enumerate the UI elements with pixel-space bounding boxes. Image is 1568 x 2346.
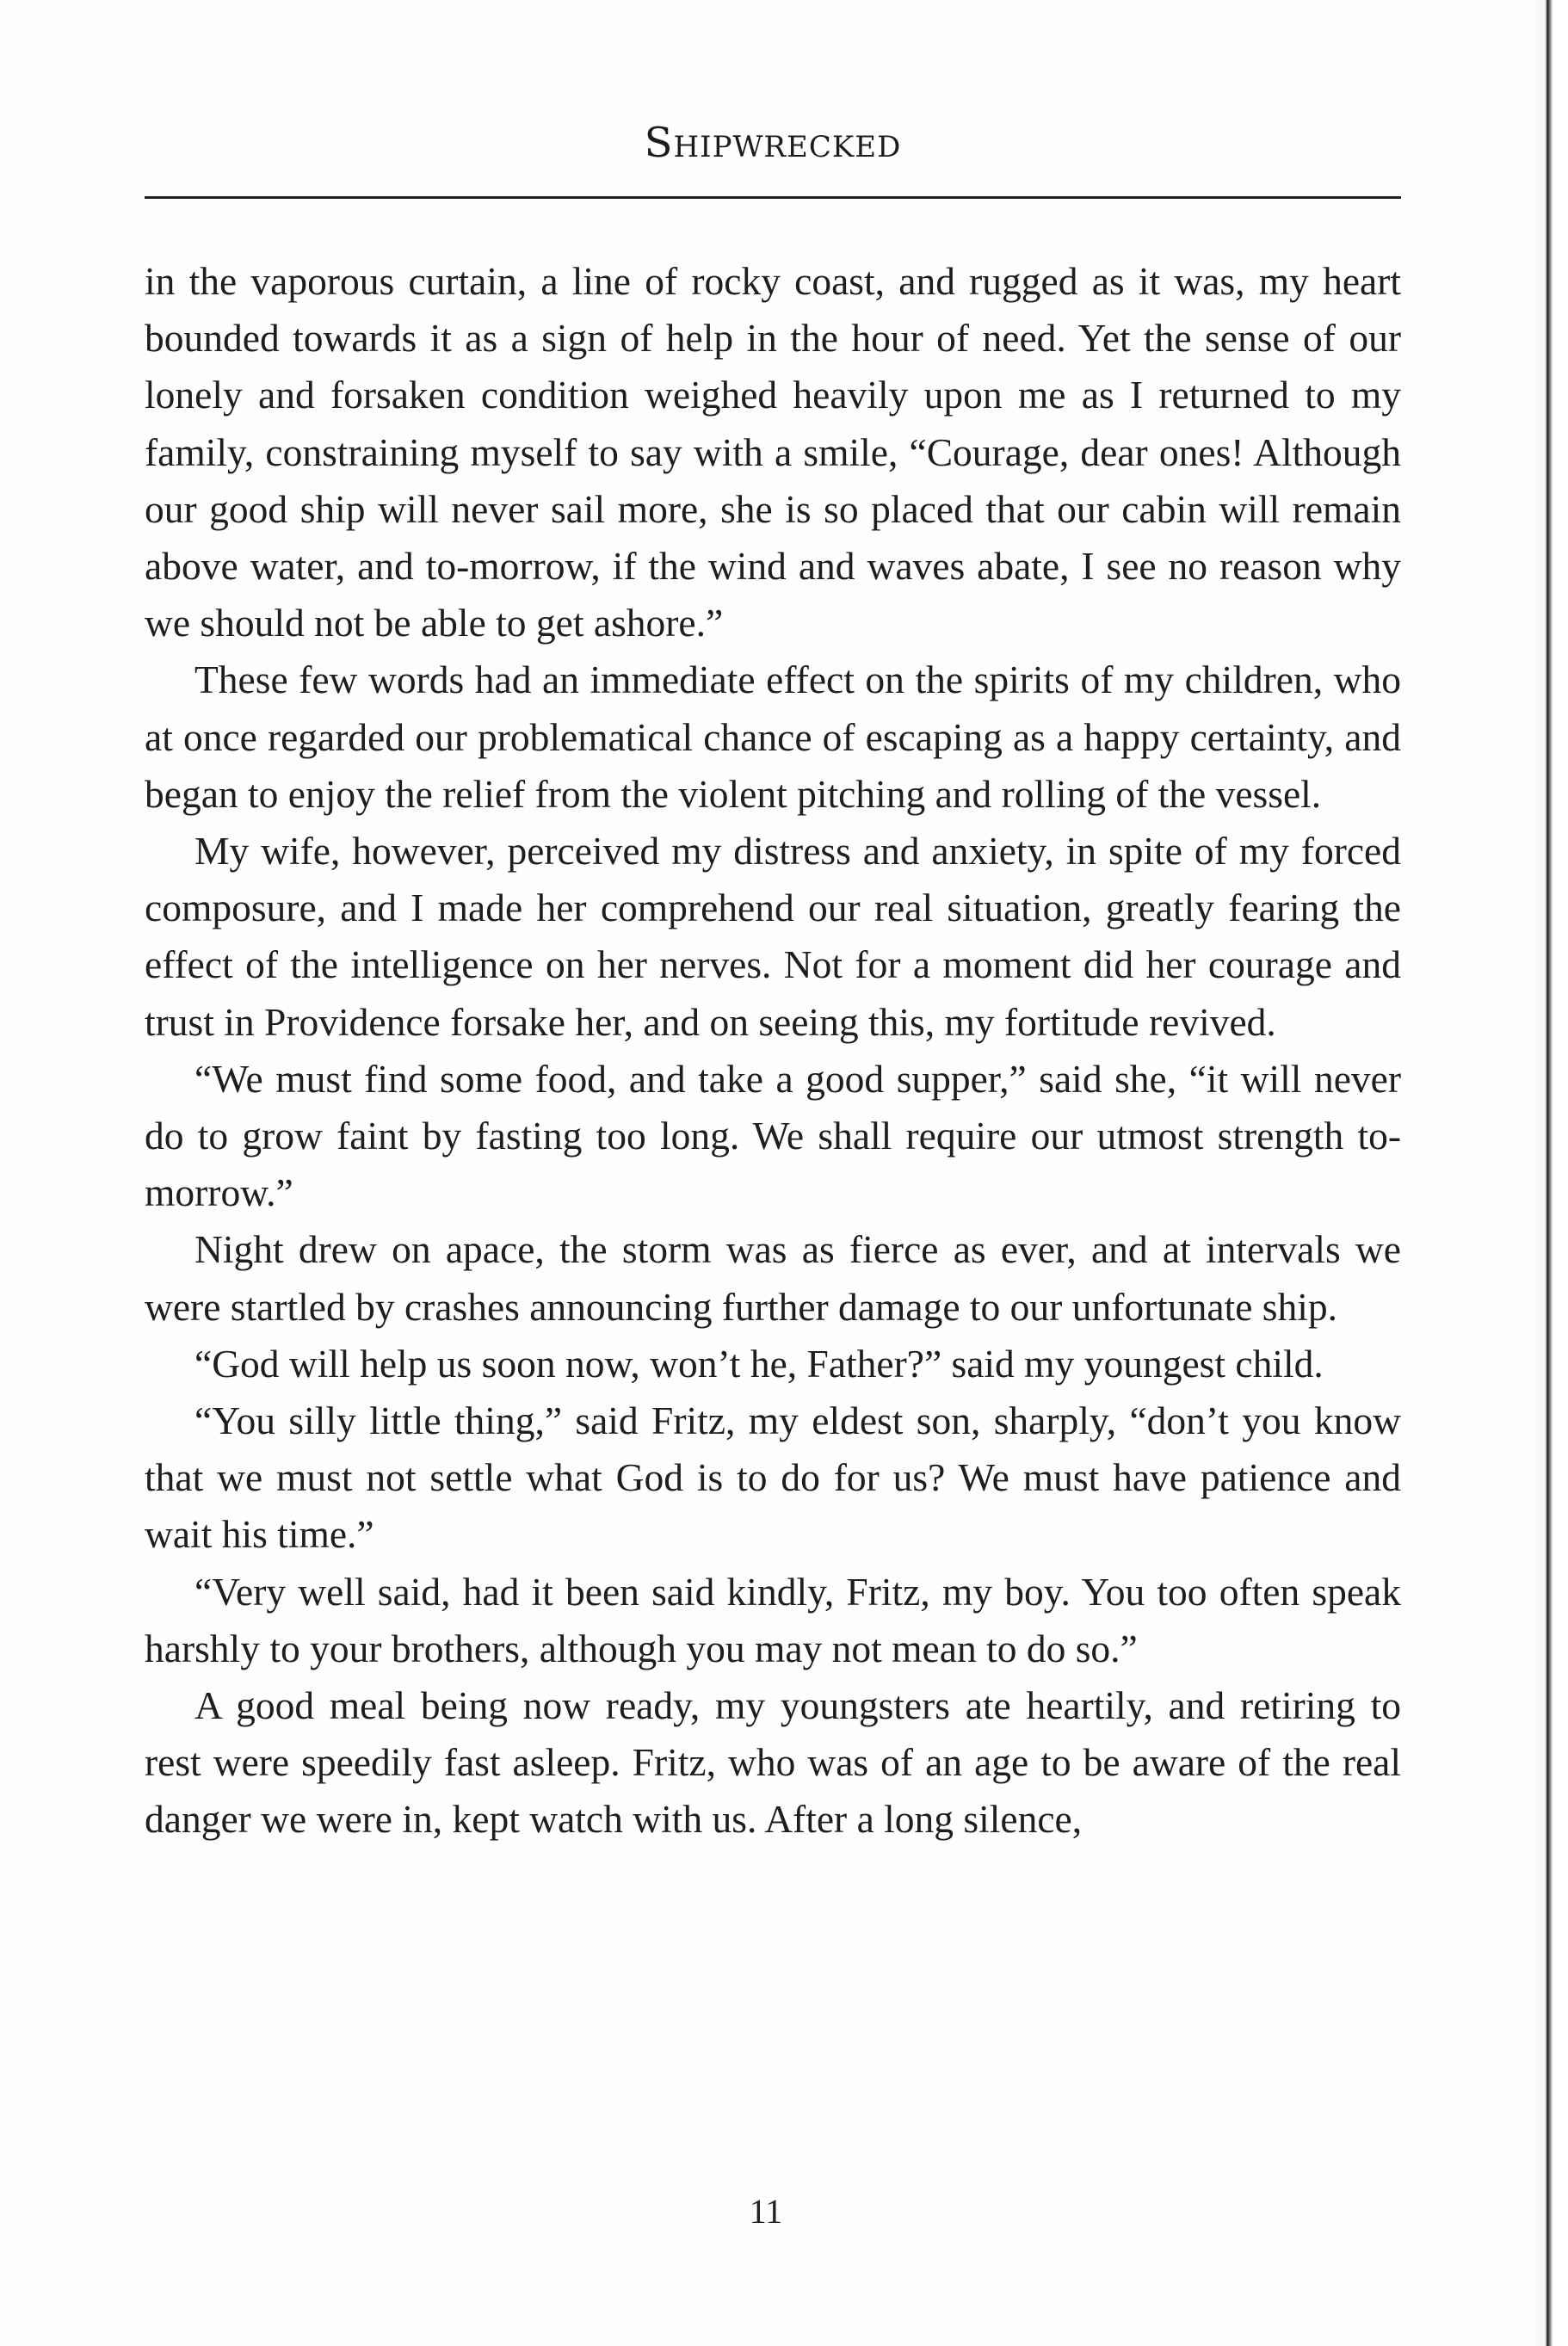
paragraph: “God will help us soon now, won’t he, Father?” said my youngest child. [194,1341,1324,1386]
header-rule [145,196,1401,199]
paragraph: “Very well said, had it been said kindly, Fritz, my boy. You too often speak harshly to your brothers, although you may not mean to do so.” [145,1569,1401,1670]
page-number: 11 [749,2192,783,2231]
page-edge-shadow [1530,0,1568,2346]
running-head: Shipwrecked [644,119,902,167]
paragraph: These few words had an immediate effect on the spirits of my children, who at once regarded our problematical chance of escaping as a happy certainty, and began to enjoy the relief from the violent pitching and rolling of the vessel. [145,657,1401,816]
paragraph: My wife, however, perceived my distress and anxiety, in spite of my forced composure, and I made her comprehend our real situation, greatly fearing the effect of the intelligence on her nerves. Not for a moment did her courage and trust in Providence forsake her, and on seeing this, my fortitude revived. [145,829,1401,1044]
paragraph: “You silly little thing,” said Fritz, my eldest son, sharply, “don’t you know that we must not settle what God is to do for us? We must have patience and wait his time.” [145,1398,1401,1557]
paragraph: Night drew on apace, the storm was as fierce as ever, and at intervals we were startled by crashes announcing further damage to our unfortunate ship. [145,1227,1401,1329]
body-text [145,253,1401,1849]
paragraph: in the vaporous curtain, a line of rocky coast, and rugged as it was, my heart bounded towards it as a sign of help in the hour of need. Yet the sense of our lonely and forsaken condition weighed heavily upon me as I returned to my family, constraining myself to say with a smile, “Courage, dear ones! Although our good ship will never sail more, she is so placed that our cabin will remain above water, and to-morrow, if the wind and waves abate, I see no reason why we should not be able to get ashore.” [145,259,1401,645]
paragraph: “We must find some food, and take a good supper,” said she, “it will never do to grow faint by fasting too long. We shall require our utmost strength to-morrow.” [145,1056,1401,1215]
paragraph: A good meal being now ready, my youngsters ate heartily, and retiring to rest were speedily fast asleep. Fritz, who was of an age to be aware of the real danger we were in, kept watch with us. After a long silence, [145,1683,1401,1842]
